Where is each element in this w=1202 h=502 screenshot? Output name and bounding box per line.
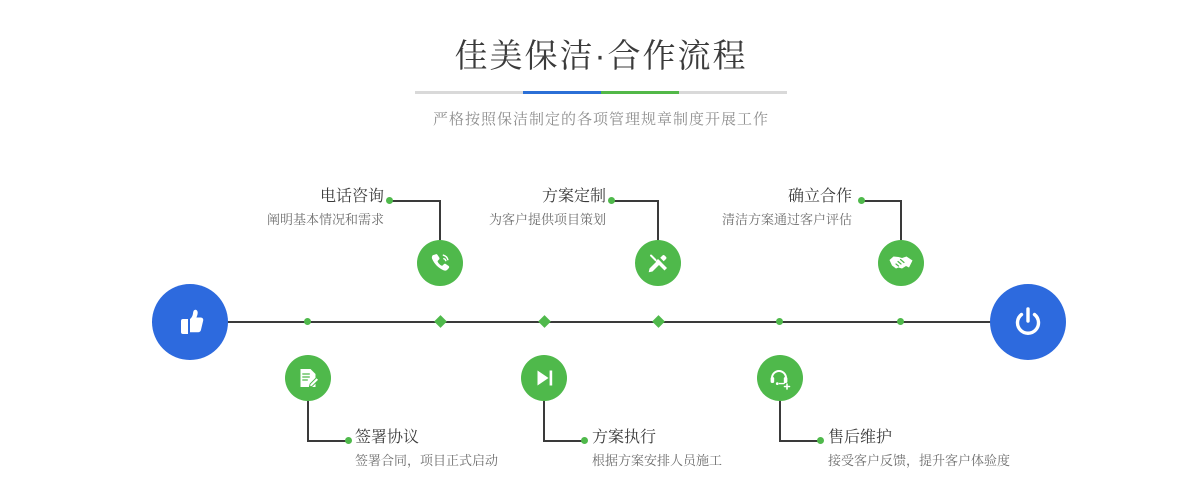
step-leader-dot-6 xyxy=(817,437,824,444)
step-leader-6 xyxy=(779,440,821,442)
step-desc-5: 清洁方案通过客户评估 xyxy=(721,212,852,227)
step-leader-3 xyxy=(612,200,658,202)
power-icon xyxy=(1008,302,1048,342)
step-label-4 xyxy=(592,427,722,471)
step-connector-1 xyxy=(439,200,441,240)
step-desc-4: 根据方案安排人员施工 xyxy=(592,453,723,468)
step-connector-2 xyxy=(307,401,309,441)
step-leader-dot-1 xyxy=(386,197,393,204)
axis-marker-5 xyxy=(897,318,904,325)
step-node-4[interactable] xyxy=(521,355,567,401)
step-desc-3: 为客户提供项目策划 xyxy=(488,212,606,227)
step-node-3[interactable] xyxy=(635,240,681,286)
divider-segment-blue xyxy=(523,91,601,94)
step-title-4: 方案执行 xyxy=(592,429,657,446)
step-leader-dot-3 xyxy=(608,197,615,204)
axis-marker-1 xyxy=(434,315,447,328)
step-connector-5 xyxy=(900,200,902,240)
step-desc-2: 签署合同，项目正式启动 xyxy=(355,453,499,468)
document-edit-icon xyxy=(295,365,321,391)
step-node-5[interactable] xyxy=(878,240,924,286)
step-leader-dot-5 xyxy=(858,197,865,204)
step-node-2[interactable] xyxy=(285,355,331,401)
axis-marker-6 xyxy=(776,318,783,325)
step-connector-6 xyxy=(779,401,781,441)
headset-support-icon xyxy=(767,365,793,391)
step-leader-5 xyxy=(862,200,901,202)
pencil-ruler-icon xyxy=(645,250,671,276)
title-divider xyxy=(415,91,787,94)
step-title-2: 签署协议 xyxy=(355,429,420,446)
step-label-1 xyxy=(252,186,384,230)
thumbs-up-icon xyxy=(170,302,210,342)
axis-marker-4 xyxy=(538,315,551,328)
step-leader-2 xyxy=(307,440,349,442)
divider-segment-green xyxy=(601,91,679,94)
start-endcap xyxy=(152,284,228,360)
step-title-3: 方案定制 xyxy=(541,188,606,205)
step-title-1: 电话咨询 xyxy=(319,188,384,205)
step-leader-4 xyxy=(543,440,585,442)
handshake-icon xyxy=(887,249,915,277)
step-label-5 xyxy=(700,186,852,230)
step-label-2 xyxy=(355,427,498,471)
axis-marker-3 xyxy=(652,315,665,328)
step-leader-dot-4 xyxy=(581,437,588,444)
step-connector-3 xyxy=(657,200,659,240)
step-node-1[interactable] xyxy=(417,240,463,286)
phone-call-icon xyxy=(427,250,453,276)
step-connector-4 xyxy=(543,401,545,441)
header xyxy=(0,34,1202,128)
page-title: 佳美保洁·合作流程 xyxy=(454,37,748,74)
axis-marker-2 xyxy=(304,318,311,325)
timeline-axis xyxy=(152,321,1050,323)
step-label-3 xyxy=(460,186,606,230)
step-desc-6: 接受客户反馈，提升客户体验度 xyxy=(828,453,1011,468)
step-leader-1 xyxy=(390,200,440,202)
step-leader-dot-2 xyxy=(345,437,352,444)
step-desc-1: 阐明基本情况和需求 xyxy=(266,212,384,227)
step-node-6[interactable] xyxy=(757,355,803,401)
play-forward-icon xyxy=(531,365,557,391)
end-endcap xyxy=(990,284,1066,360)
step-label-6 xyxy=(828,427,1010,471)
page-subtitle: 严格按照保洁制定的各项管理规章制度开展工作 xyxy=(432,111,769,128)
step-title-6: 售后维护 xyxy=(828,429,893,446)
step-title-5: 确立合作 xyxy=(787,188,852,205)
